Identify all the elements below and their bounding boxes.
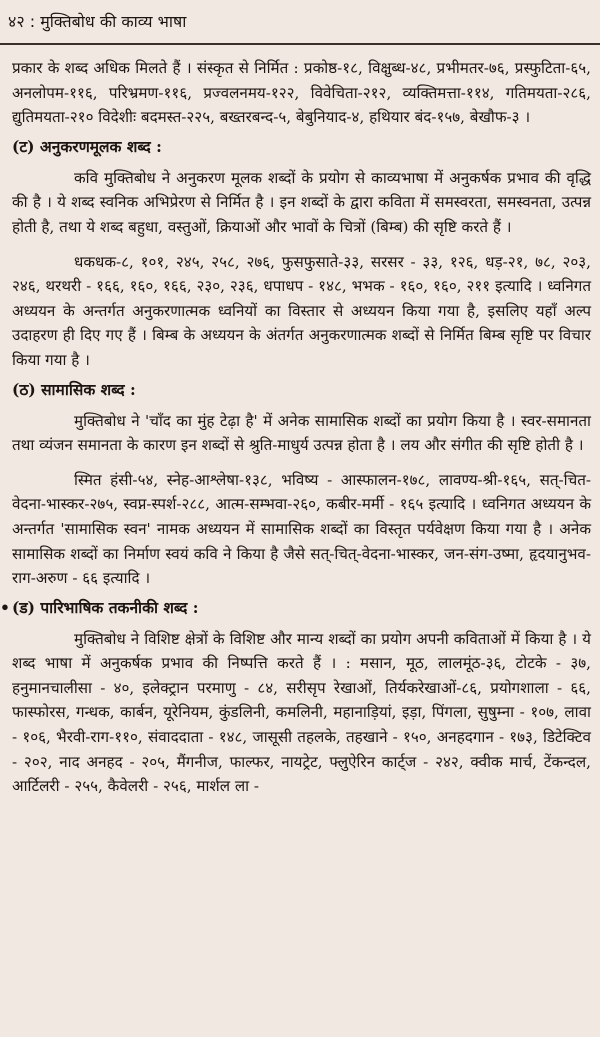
running-header: ४२ : मुक्तिबोध की काव्य भाषा xyxy=(8,12,187,31)
paragraph-t-2: धकधक-८, १०१, २४५, २५८, २७६, फुसफुसाते-३३, सरसर - ३३, १२६, धड़-२१, ७८, २०३, २४६, थरथरी - १६६, १६०, १६६, २३०, २३६, धपाधप - १४८, भभक - १६०, १६०, २११ इत्यादि । ध्वनिगत अध्ययन के अन्तर्गत अनुकरणात्मक ध्वनियों का विस्तार से अध्ययन किया गया है, इसलिए यहाँ अल्प उदाहरण ही दिए गए हैं । बिम्ब के अध्ययन के अंतर्गत अनुकरणात्मक शब्दों से निर्मित बिम्ब सृष्टि पर विचार किया गया है । xyxy=(12,252,591,369)
page-content xyxy=(12,56,591,799)
paragraph-th-1: मुक्तिबोध ने 'चाँद का मुंह टेढ़ा है' में अनेक सामासिक शब्दों का प्रयोग किया है । स्वर-समानता तथा व्यंजन समानता के कारण इन शब्दों से श्रुति-माधुर्य उत्पन्न होता है । लय और संगीत की सृष्टि होती है । xyxy=(12,411,591,455)
header-rule xyxy=(0,43,600,45)
section-heading-d: • (ड) पारिभाषिक तकनीकी शब्द : xyxy=(12,597,591,619)
section-heading-th: (ठ) सामासिक शब्द : xyxy=(12,379,136,399)
paragraph-t-1: कवि मुक्तिबोध ने अनुकरण मूलक शब्दों के प्रयोग से काव्यभाषा में अनुकर्षक प्रभाव की वृद्धि की है । ये शब्द स्वनिक अभिप्रेरण से निर्मित है । इन शब्दों के द्वारा कविता में समस्वरता, समस्वनता, उत्पन्न होती है, तथा ये शब्द बहुधा, वस्तुओं, क्रियाओं और भावों के चित्रों (बिम्ब) की सृष्टि करते हैं । xyxy=(12,168,591,236)
paragraph-th-2: स्मित हंसी-५४, स्नेह-आश्लेषा-१३८, भविष्य - आस्फालन-१७८, लावण्य-श्री-१६५, सत्-चित-वेदना-भास्कर-२७५, स्वप्न-स्पर्श-२८८, आत्म-सम्भवा-२६०, कबीर-मर्मी - १६५ इत्यादि । ध्वनिगत अध्ययन के अन्तर्गत 'सामासिक स्वन' नामक अध्ययन में सामासिक शब्दों का विस्तृत पर्यवेक्षण किया गया है । अनेक सामासिक शब्दों का निर्माण स्वयं कवि ने किया है जैसे सत्-चित्-वेदना-भास्कर, जन-संग-उष्मा, हृदयानुभव-राग-अरुण - ६६ इत्यादि । xyxy=(12,470,591,588)
paragraph-d-1: मुक्तिबोध ने विशिष्ट क्षेत्रों के विशिष्ट और मान्य शब्दों का प्रयोग अपनी कविताओं में किया है । ये शब्द भाषा में अनुकर्षक प्रभाव की निष्पत्ति करते हैं । : मसान, मूठ, लालमूंठ-३६, टोटके - ३७, हनुमानचालीसा - ४०, इलेक्ट्रान परमाणु - ८४, सरीसृप रेखाओं, तिर्यकरेखाओं-८६, प्रयोगशाला - ६६, फास्फोरस, गन्धक, कार्बन, यूरेनियम, कुंडलिनी, कमलिनी, महानाड़ियां, इड़ा, पिंगला, सुषुम्ना - १०७, लावा - १०६, भैरवी-राग-११०, संवाददाता - १४८, जासूसी तहलके, तहखाने - १५०, अनहदगान - १७३, डिटेक्टिव - २०२, नाद अनहद - २०५, मैंगनीज, फाल्फर, नायट्रेट, फ्लुऐरिन कार्ट्ज - २४२, क्वीक मार्च, टेंकन्दल, आर्टिलरी - २५५, कैवेलरी - २५६, मार्शल ला - xyxy=(12,629,591,796)
section-heading-t: (ट) अनुकरणमूलक शब्द : xyxy=(12,136,162,156)
paragraph-continued: प्रकार के शब्द अधिक मिलते हैं । संस्कृत से निर्मित : प्रकोष्ठ-१८, विक्षुब्ध-४८, प्रभीमतर-७६, प्रस्फुटिता-६५, अनलोपम-११६, परिभ्रमण-११६, प्रज्वलनमय-१२२, विवेचिता-२१२, व्यक्तिमत्ता-११४, गतिमयता-२८६, द्युतिमयता-२१० विदेशीः बदमस्त-२२५, बख्तरबन्द-५, बेबुनियाद-४, हथियार बंद-१५७, बेखौफ-३ । xyxy=(12,59,591,127)
